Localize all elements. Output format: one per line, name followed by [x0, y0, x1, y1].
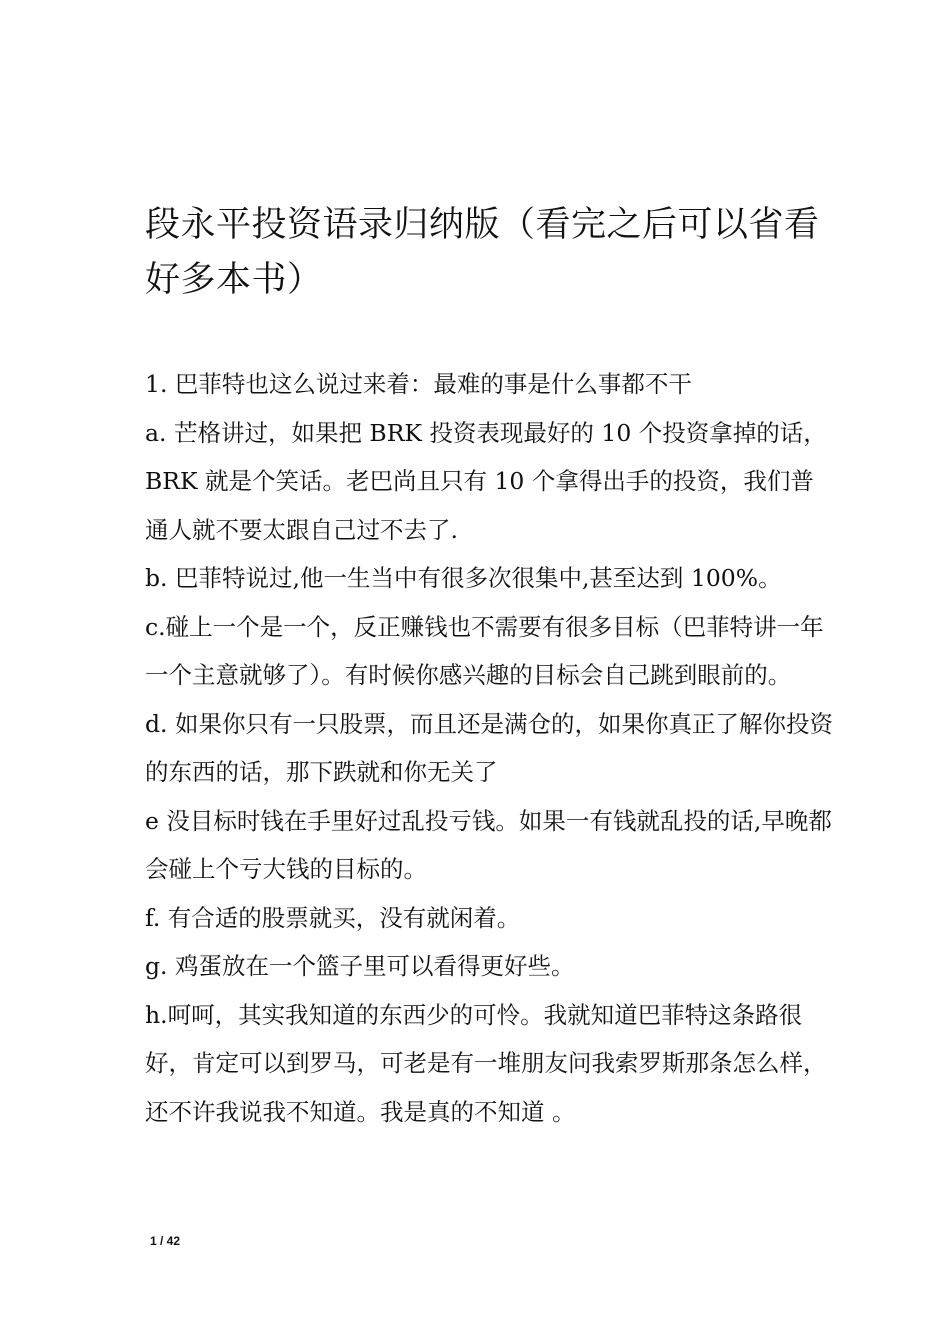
quote-item-e: e 没目标时钱在手里好过乱投亏钱。如果一有钱就乱投的话,早晚都会碰上个亏大钱的目标的。 [145, 806, 832, 883]
quote-item-1: 1. 巴菲特也这么说过来着：最难的事是什么事都不干 [145, 370, 692, 398]
document-title: 段永平投资语录归纳版（看完之后可以省看好多本书） [145, 205, 820, 300]
document-body [145, 360, 835, 1136]
quote-item-d: d. 如果你只有一只股票，而且还是满仓的，如果你真正了解你投资的东西的话，那下跌就和你无关了 [145, 709, 833, 786]
quote-item-h: h.呵呵，其实我知道的东西少的可怜。我就知道巴菲特这条路很好，肯定可以到罗马，可老是有一堆朋友问我索罗斯那条怎么样，还不许我说我不知道。我是真的不知道 。 [145, 1000, 827, 1126]
quote-item-f: f. 有合适的股票就买，没有就闲着。 [145, 903, 521, 932]
quote-item-c: c.碰上一个是一个，反正赚钱也不需要有很多目标（巴菲特讲一年一个主意就够了）。有时候你感兴趣的目标会自己跳到眼前的。 [145, 612, 824, 689]
quote-item-b: b. 巴菲特说过,他一生当中有很多次很集中,甚至达到 100%。 [145, 564, 782, 592]
quote-item-a: a. 芒格讲过，如果把 BRK 投资表现最好的 10 个投资拿掉的话，BRK 就是个笑话。老巴尚且只有 10 个拿得出手的投资，我们普通人就不要太跟自己过不去了. [145, 418, 827, 544]
quote-item-g: g. 鸡蛋放在一个篮子里可以看得更好些。 [145, 952, 575, 980]
page-number: 1 / 42 [150, 1234, 181, 1248]
